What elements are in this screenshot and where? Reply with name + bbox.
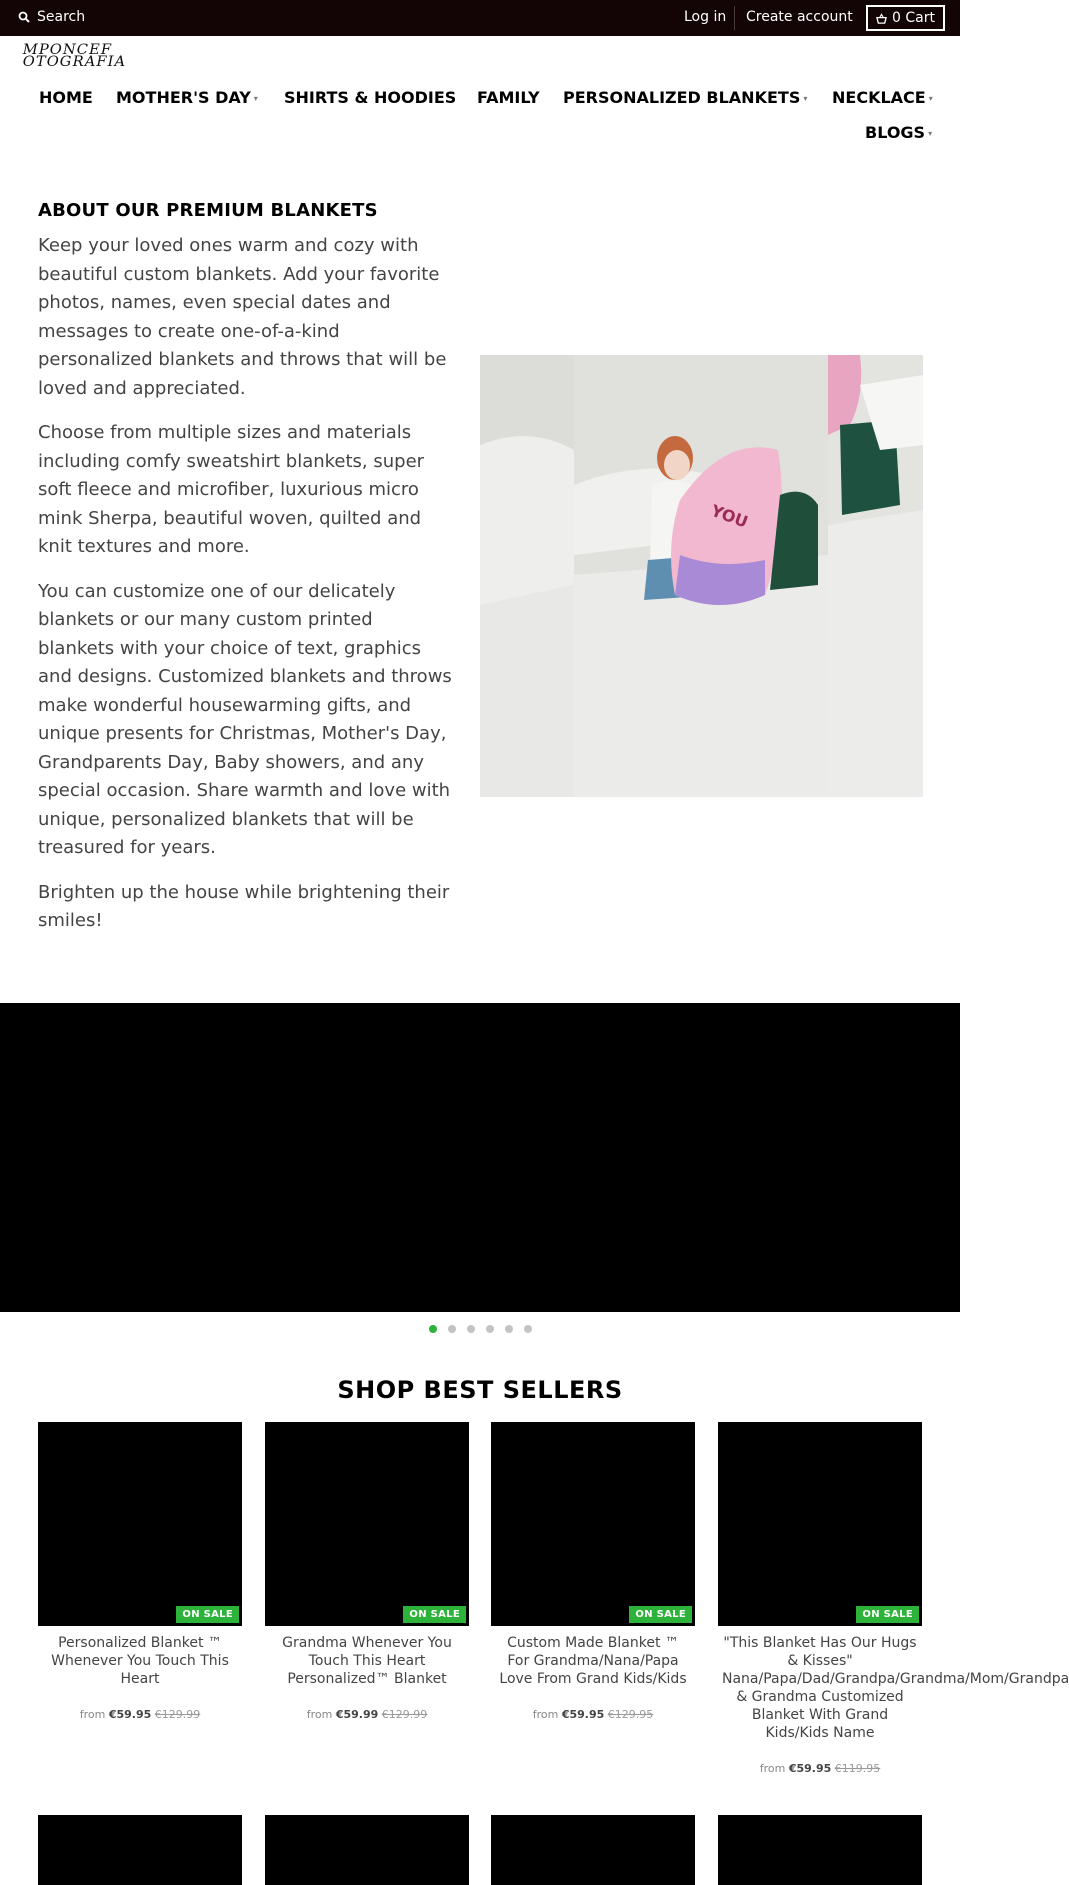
compare-price: €129.99 [381,1708,428,1721]
top-bar [0,0,960,36]
nav-item-home[interactable] [39,88,93,107]
sale-price: €59.95 [108,1708,152,1721]
chevron-down-icon: ▾ [928,129,933,138]
nav-label: HOME [39,88,93,107]
nav-item-shirts-hoodies[interactable] [284,88,456,107]
product-card[interactable] [38,1422,242,1721]
blanket-video-image [480,355,923,797]
sale-badge: ON SALE [176,1606,239,1623]
cart-label: 0 Cart [892,10,935,26]
basket-icon [876,13,887,24]
product-price [491,1708,695,1721]
about-paragraph: Brighten up the house while brightening their smiles! [38,881,450,931]
product-image[interactable] [265,1815,469,1885]
nav-label: BLOGS [865,123,926,142]
slideshow-dot[interactable] [505,1325,513,1333]
chevron-down-icon: ▾ [253,94,258,103]
price-prefix: from [532,1708,559,1721]
price-prefix: from [79,1708,106,1721]
topbar-divider [734,6,735,30]
sale-price: €59.95 [561,1708,605,1721]
about-paragraph: Keep your loved ones warm and cozy with beautiful custom blankets. Add your favorite photos, names, even special dates and messages to create one-of-a-kind personalized blankets and throws that will be loved and appreciated. [38,235,447,399]
slideshow-pagination [0,1325,960,1333]
slideshow-dot[interactable] [524,1325,532,1333]
product-title[interactable]: Personalized Blanket ™ Whenever You Touch This Heart [51,1635,229,1687]
price-prefix: from [759,1762,786,1775]
nav-item-personalized-blankets[interactable] [563,88,807,107]
product-price [265,1708,469,1721]
chevron-down-icon: ▾ [928,94,933,103]
create-account-link[interactable]: Create account [746,9,853,25]
product-card[interactable] [718,1422,1069,1775]
compare-price: €129.99 [154,1708,201,1721]
product-card[interactable] [491,1422,695,1721]
login-link[interactable]: Log in [684,9,727,25]
slideshow-dot[interactable] [486,1325,494,1333]
logo-line-1: MPONCEF [22,42,113,58]
product-title[interactable]: "This Blanket Has Our Hugs & Kisses" Nana/Papa/Dad/Grandpa/Grandma/Mom/Grandpa & Grandma Customized Blanket With Grand Kids/Kids Name [722,1635,1069,1741]
about-paragraph: Choose from multiple sizes and materials including comfy sweatshirt blankets, super soft fleece and microfiber, luxurious micro mink Sherpa, beautiful woven, quilted and knit textures and more. [38,422,425,557]
nav-item-family[interactable] [477,88,540,107]
product-image[interactable] [491,1422,695,1626]
nav-label: PERSONALIZED BLANKETS [563,88,801,107]
sale-badge: ON SALE [856,1606,919,1623]
search-link[interactable] [18,9,85,25]
product-card[interactable] [265,1422,469,1721]
nav-item-necklace[interactable] [832,88,933,107]
search-label: Search [37,9,86,25]
store-logo[interactable] [23,44,160,68]
about-text [38,232,454,952]
nav-label: NECKLACE [832,88,926,107]
product-price [718,1762,922,1775]
product-image[interactable] [718,1422,922,1626]
best-sellers-heading: SHOP BEST SELLERS [337,1376,623,1404]
hero-slideshow[interactable] [0,1003,960,1312]
slideshow-dot[interactable] [467,1325,475,1333]
cart-button[interactable] [866,5,945,31]
chevron-down-icon: ▾ [803,94,808,103]
sale-price: €59.95 [788,1762,832,1775]
product-image[interactable] [38,1815,242,1885]
nav-label: SHIRTS & HOODIES [284,88,457,107]
slideshow-dot[interactable] [448,1325,456,1333]
blanket-photo-illustration [480,355,923,797]
slideshow-dot[interactable] [429,1325,437,1333]
svg-text:YOU: YOU [708,500,751,532]
price-prefix: from [306,1708,333,1721]
sale-price: €59.99 [335,1708,379,1721]
product-image[interactable] [38,1422,242,1626]
product-title[interactable]: Grandma Whenever You Touch This Heart Personalized™ Blanket [282,1635,452,1687]
product-price [38,1708,242,1721]
product-image[interactable] [491,1815,695,1885]
search-icon [18,11,30,23]
compare-price: €129.95 [607,1708,654,1721]
sale-badge: ON SALE [629,1606,692,1623]
product-image[interactable] [718,1815,922,1885]
about-paragraph: You can customize one of our delicately blankets or our many custom printed blankets with your choice of text, graphics and designs. Customized blankets and throws make wonderful housewarming gifts, and unique presents for Christmas, Mother's Day, Grandparents Day, Baby showers, and any special occasion. Share warmth and love with unique, personalized blankets that will be treasured for years. [38,580,452,858]
nav-item-blogs[interactable] [865,123,932,142]
sale-badge: ON SALE [403,1606,466,1623]
nav-label: MOTHER'S DAY [116,88,251,107]
nav-item-mothers-day[interactable] [116,88,258,107]
nav-label: FAMILY [477,88,540,107]
about-heading: ABOUT OUR PREMIUM BLANKETS [38,200,378,221]
product-image[interactable] [265,1422,469,1626]
compare-price: €119.95 [834,1762,881,1775]
product-title[interactable]: Custom Made Blanket ™ For Grandma/Nana/Papa Love From Grand Kids/Kids [499,1635,687,1687]
logo-line-2: OTOGRAFIA [22,54,127,70]
